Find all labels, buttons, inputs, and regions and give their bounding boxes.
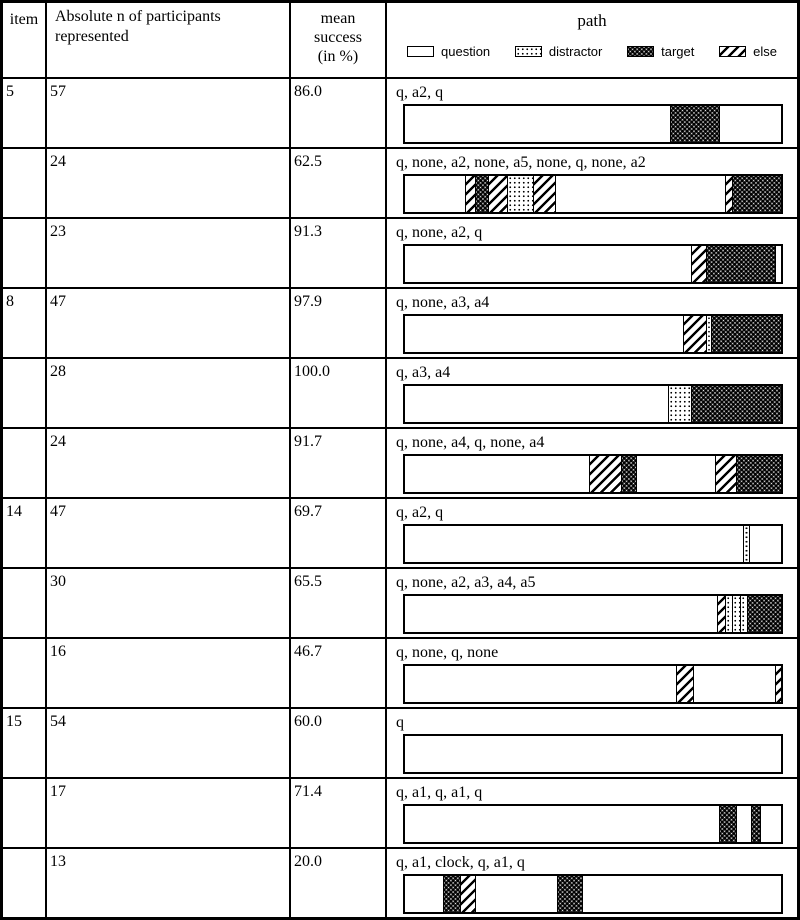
table-row (3, 217, 797, 287)
path-sequence-label: q, none, a2, a3, a4, a5 (396, 574, 536, 591)
path-segment-else (691, 246, 706, 282)
header-mean-line3: (in %) (317, 48, 359, 65)
legend-item-else (719, 44, 777, 59)
path-sequence-label: q, none, a2, none, a5, none, q, none, a2 (396, 154, 646, 171)
path-bar (403, 174, 783, 214)
path-sequence-label: q, a2, q (396, 504, 444, 521)
item-cell: 15 (3, 709, 47, 777)
table-row (3, 707, 797, 777)
path-bar (403, 734, 783, 774)
participants-count-cell: 47 (47, 499, 291, 567)
path-bar (403, 314, 783, 354)
path-segment-target (747, 596, 781, 632)
path-segment-question (405, 736, 781, 772)
path-segment-target (751, 806, 760, 842)
path-cell (387, 639, 797, 707)
path-segment-target (670, 106, 719, 142)
mean-success-cell: 65.5 (291, 569, 387, 637)
path-segment-target (557, 876, 581, 912)
table-header-row (3, 3, 797, 77)
participants-count-cell: 30 (47, 569, 291, 637)
path-segment-question (475, 876, 558, 912)
table-row (3, 847, 797, 917)
path-segment-question (636, 456, 715, 492)
participants-count-cell: 24 (47, 149, 291, 217)
participants-count-cell: 24 (47, 429, 291, 497)
legend-item-target (627, 44, 694, 59)
path-segment-target (706, 246, 776, 282)
path-segment-question (405, 246, 691, 282)
path-segment-else (676, 666, 693, 702)
path-segment-target (443, 876, 460, 912)
path-segment-distractor (668, 386, 691, 422)
path-segment-question (555, 176, 724, 212)
path-sequence-label: q, a2, q (396, 84, 444, 101)
table-row (3, 427, 797, 497)
path-cell (387, 289, 797, 357)
legend-label-target: target (661, 44, 695, 59)
table-body (3, 77, 797, 917)
path-cell (387, 779, 797, 847)
path-sequence-label: q, a1, q, a1, q (396, 784, 483, 801)
mean-success-cell: 91.3 (291, 219, 387, 287)
target-pattern-swatch (627, 46, 654, 57)
mean-success-cell: 20.0 (291, 849, 387, 917)
table-row (3, 287, 797, 357)
legend-label-question: question (441, 44, 491, 59)
participants-count-cell: 28 (47, 359, 291, 427)
header-mean-success (291, 3, 387, 77)
table-row (3, 567, 797, 637)
path-segment-target (711, 316, 781, 352)
item-cell: 14 (3, 499, 47, 567)
mean-success-cell: 97.9 (291, 289, 387, 357)
path-cell (387, 849, 797, 917)
mean-success-cell: 86.0 (291, 79, 387, 147)
path-cell (387, 149, 797, 217)
path-sequence-label: q, a1, clock, q, a1, q (396, 854, 525, 871)
path-legend (393, 44, 791, 59)
path-segment-else (715, 456, 736, 492)
item-cell (3, 639, 47, 707)
path-sequence-label: q (396, 714, 404, 731)
participants-count-cell: 16 (47, 639, 291, 707)
path-sequence-label: q, a3, a4 (396, 364, 451, 381)
path-bar (403, 454, 783, 494)
path-bar (403, 594, 783, 634)
table-row (3, 497, 797, 567)
path-bar (403, 384, 783, 424)
path-bar (403, 664, 783, 704)
participants-count-cell: 17 (47, 779, 291, 847)
path-segment-question (405, 386, 668, 422)
table-row (3, 77, 797, 147)
path-sequence-label: q, none, q, none (396, 644, 499, 661)
item-cell (3, 359, 47, 427)
mean-success-cell: 91.7 (291, 429, 387, 497)
path-segment-else (488, 176, 507, 212)
table-row (3, 147, 797, 217)
path-segment-question (736, 806, 751, 842)
mean-success-cell: 62.5 (291, 149, 387, 217)
path-segment-else (775, 666, 781, 702)
path-segment-else (717, 596, 725, 632)
item-cell (3, 779, 47, 847)
legend-label-else: else (753, 44, 777, 59)
path-segment-question (760, 806, 781, 842)
legend-item-distractor (515, 44, 602, 59)
path-cell (387, 359, 797, 427)
participants-count-cell: 23 (47, 219, 291, 287)
participants-count-cell: 13 (47, 849, 291, 917)
path-segment-else (589, 456, 621, 492)
distractor-pattern-swatch (515, 46, 542, 57)
table-row (3, 777, 797, 847)
path-segment-question (405, 316, 683, 352)
path-segment-else (725, 176, 733, 212)
path-bar (403, 104, 783, 144)
header-item: item (3, 3, 47, 77)
path-cell (387, 429, 797, 497)
path-segment-else (465, 176, 474, 212)
path-segment-question (405, 596, 717, 632)
path-segment-distractor (725, 596, 733, 632)
mean-success-cell: 71.4 (291, 779, 387, 847)
else-pattern-swatch (719, 46, 746, 57)
path-segment-target (621, 456, 636, 492)
path-segment-target (732, 176, 781, 212)
path-sequence-label: q, none, a4, q, none, a4 (396, 434, 545, 451)
path-segment-question (405, 456, 589, 492)
mean-success-cell: 60.0 (291, 709, 387, 777)
item-cell: 5 (3, 79, 47, 147)
item-cell (3, 219, 47, 287)
path-sequence-label: q, none, a2, q (396, 224, 483, 241)
table-row (3, 637, 797, 707)
table-row (3, 357, 797, 427)
path-segment-question (405, 806, 719, 842)
path-segment-else (683, 316, 706, 352)
path-segment-question (775, 246, 781, 282)
path-cell (387, 499, 797, 567)
path-segment-question (405, 526, 743, 562)
item-cell: 8 (3, 289, 47, 357)
path-segment-target (719, 806, 736, 842)
path-segment-question (405, 176, 465, 212)
path-segment-question (405, 876, 443, 912)
mean-success-cell: 69.7 (291, 499, 387, 567)
header-path (387, 3, 797, 77)
participants-count-cell: 57 (47, 79, 291, 147)
path-cell (387, 569, 797, 637)
path-bar (403, 524, 783, 564)
path-segment-else (533, 176, 556, 212)
header-mean-line1: mean (320, 10, 356, 27)
path-segment-question (719, 106, 781, 142)
path-bar (403, 874, 783, 914)
header-participants: Absolute n of participants represented (47, 3, 291, 77)
path-segment-else (460, 876, 475, 912)
question-pattern-swatch (407, 46, 434, 57)
path-segment-question (693, 666, 776, 702)
item-cell (3, 429, 47, 497)
item-cell (3, 569, 47, 637)
path-segment-target (691, 386, 781, 422)
path-cell (387, 709, 797, 777)
path-cell (387, 219, 797, 287)
path-segment-distractor (740, 596, 748, 632)
path-cell (387, 79, 797, 147)
header-mean-line2: success (314, 29, 362, 46)
legend-item-question (407, 44, 490, 59)
participants-count-cell: 47 (47, 289, 291, 357)
legend-label-distractor: distractor (548, 44, 603, 59)
path-segment-question (582, 876, 781, 912)
path-segment-question (749, 526, 781, 562)
path-segment-question (405, 106, 670, 142)
path-sequence-label: q, none, a3, a4 (396, 294, 490, 311)
mean-success-cell: 46.7 (291, 639, 387, 707)
path-column-title: path (577, 11, 607, 30)
path-segment-distractor (732, 596, 740, 632)
path-segment-distractor (507, 176, 533, 212)
path-bar (403, 804, 783, 844)
path-segment-target (736, 456, 781, 492)
path-segment-target (475, 176, 488, 212)
participants-count-cell: 54 (47, 709, 291, 777)
item-cell (3, 149, 47, 217)
path-segment-question (405, 666, 676, 702)
mean-success-cell: 100.0 (291, 359, 387, 427)
path-bar (403, 244, 783, 284)
item-cell (3, 849, 47, 917)
